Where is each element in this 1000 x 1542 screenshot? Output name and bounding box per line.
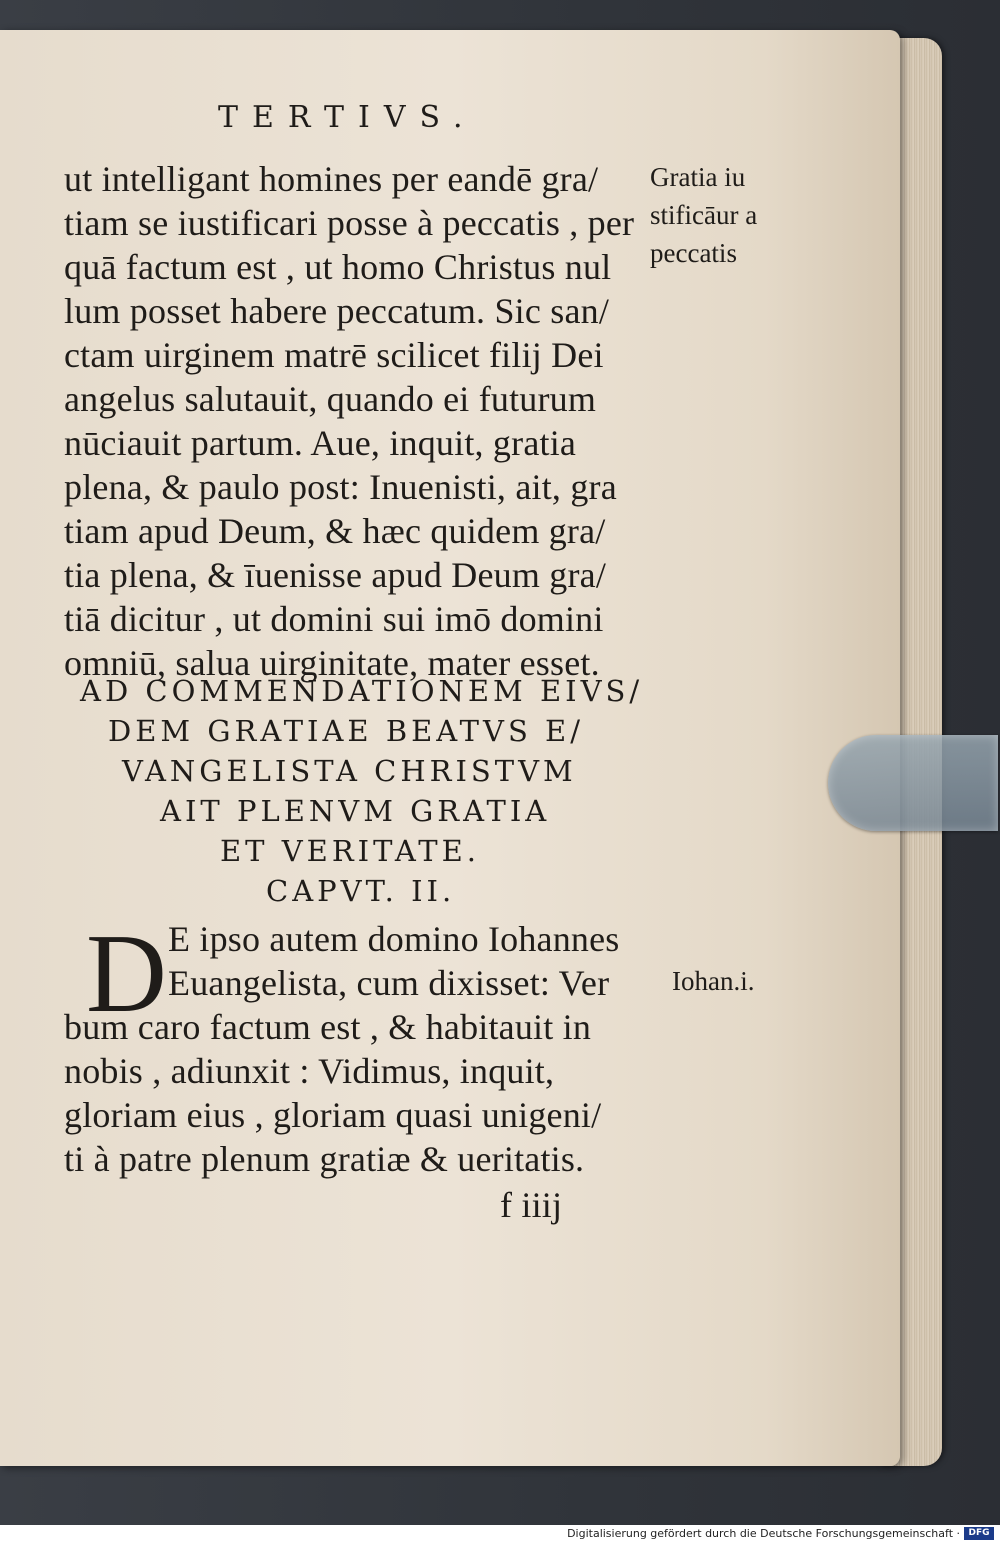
body-line: ti à patre plenum gratiæ & ueritatis. (64, 1139, 585, 1179)
margin-note: Gratia iu (650, 162, 746, 192)
body-line: omniū, salua uirginitate, mater esset. (64, 643, 600, 683)
body-line: quā factum est , ut homo Christus nul (64, 247, 612, 287)
body-line: tiam apud Deum, & hæc quidem gra/ (64, 511, 606, 551)
page-clip (828, 735, 998, 831)
body-line: nūciauit partum. Aue, inquit, gratia (64, 423, 577, 463)
drop-initial: D (86, 912, 167, 1036)
footer-credit: Digitalisierung gefördert durch die Deutsche Forschungsgemeinschaft · (567, 1527, 960, 1540)
body-line: tiā dicitur , ut domini sui imō domini (64, 599, 604, 639)
body-line: ut intelligant homines per eandē gra/ (64, 159, 599, 199)
body-line: Euangelista, cum dixisset: Ver (168, 963, 610, 1003)
body-line: nobis , adiunxit : Vidimus, inquit, (64, 1051, 555, 1091)
running-head: TERTIVS. (218, 100, 477, 135)
chapter-heading-line: AD COMMENDATIONEM EIVS/ (80, 674, 644, 708)
body-line: tiam se iustificari posse à peccatis , per (64, 203, 635, 243)
chapter-heading-line: CAPVT. II. (266, 874, 456, 908)
body-line: ctam uirginem matrē scilicet filij Dei (64, 335, 604, 375)
margin-note: peccatis (650, 238, 737, 268)
body-line: lum posset habere peccatum. Sic san/ (64, 291, 610, 331)
body-line: gloriam eius , gloriam quasi unigeni/ (64, 1095, 602, 1135)
margin-note: stificāur a (650, 200, 758, 230)
body-line: E ipso autem domino Iohannes (168, 919, 620, 959)
margin-note: Iohan.i. (672, 966, 755, 996)
signature-mark: f iiij (500, 1185, 563, 1225)
body-line: bum caro factum est , & habitauit in (64, 1007, 592, 1047)
chapter-heading-line: AIT PLENVM GRATIA (160, 794, 551, 828)
chapter-heading-line: ET VERITATE. (220, 834, 480, 868)
chapter-heading-line: DEM GRATIAE BEATVS E/ (108, 714, 584, 748)
body-line: angelus salutauit, quando ei futurum (64, 379, 597, 419)
body-line: tia plena, & īuenisse apud Deum gra/ (64, 555, 607, 595)
chapter-heading-line: VANGELISTA CHRISTVM (122, 754, 577, 788)
dfg-logo: DFG (964, 1527, 994, 1540)
body-line: plena, & paulo post: Inuenisti, ait, gra (64, 467, 617, 507)
